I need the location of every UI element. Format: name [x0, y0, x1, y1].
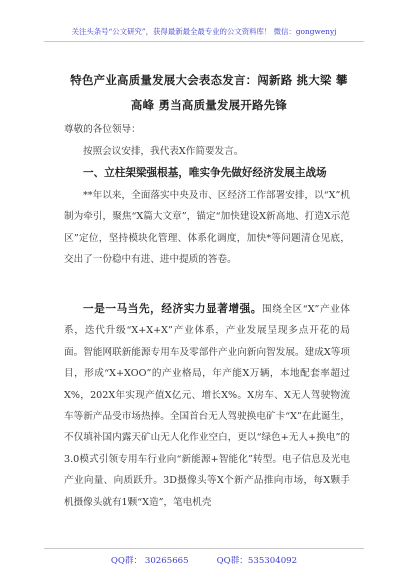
- section-paragraph: **年以来，全面落实中央及市、区经济工作部署安排，以“X”机制为牵引，聚焦“X篇大文章”，锚定“加快建设X新高地、打造X示范区”定位，坚持模块化管理、体系化调度，加快*等问题清仓见底，交出了一份稳中有进、进中提质的答卷。: [64, 190, 350, 266]
- subsection-lead: 一是一马当先，经济实力显著增强。: [83, 303, 263, 315]
- subsection-text: 围绕全区“X”产业体系，迭代升级“X+X+X”产业体系，产业发展呈现多点开花的局面。智能网联新能源专用车及零部件产业向新向智发展。建成X等项目，形成“X+XOO”的产业格局，年产能X万辆，本地配套率超过X%，202X年实现产值X亿元、增长X%。X房车、X无人驾驶物流车等新产品受市场热捧。全国首台无人驾驶换电矿卡“X”在此诞生，不仅填补国内露天矿山无人化作业空白，更以“绿色+无人+换电”的3.0模式引领专用车行业向“新能源+智能化”转型。电子信息及光电产业向量、向质跃升。3D摄像头等X个新产品推向市场，每X颗手机摄像头就有1颗“X造”，笔电机壳: [64, 304, 350, 508]
- footer-qq-group-1: QQ群： 30265665: [110, 556, 189, 566]
- section-heading: 一、立柱架梁强根基，唯实争先做好经济发展主战场: [83, 167, 327, 179]
- intro-paragraph: 按照会议安排，我代表X作简要发言。: [83, 146, 244, 157]
- header-divider: [44, 41, 364, 42]
- document-title: 特色产业高质量发展大会表态发言：闯新路 挑大梁 攀高峰 勇当高质量发展开路先锋: [70, 73, 348, 112]
- footer-qq-group-2: QQ群：535304092: [216, 556, 298, 566]
- header-notice: 关注头条号“公文研究”，获得最新最全最专业的公文资料库！ 微信：gongwenyj: [71, 27, 337, 36]
- footer: [0, 554, 408, 566]
- footer-divider: [44, 548, 364, 549]
- salutation: 尊敬的各位领导：: [64, 124, 141, 135]
- subsection-paragraph: [64, 299, 350, 513]
